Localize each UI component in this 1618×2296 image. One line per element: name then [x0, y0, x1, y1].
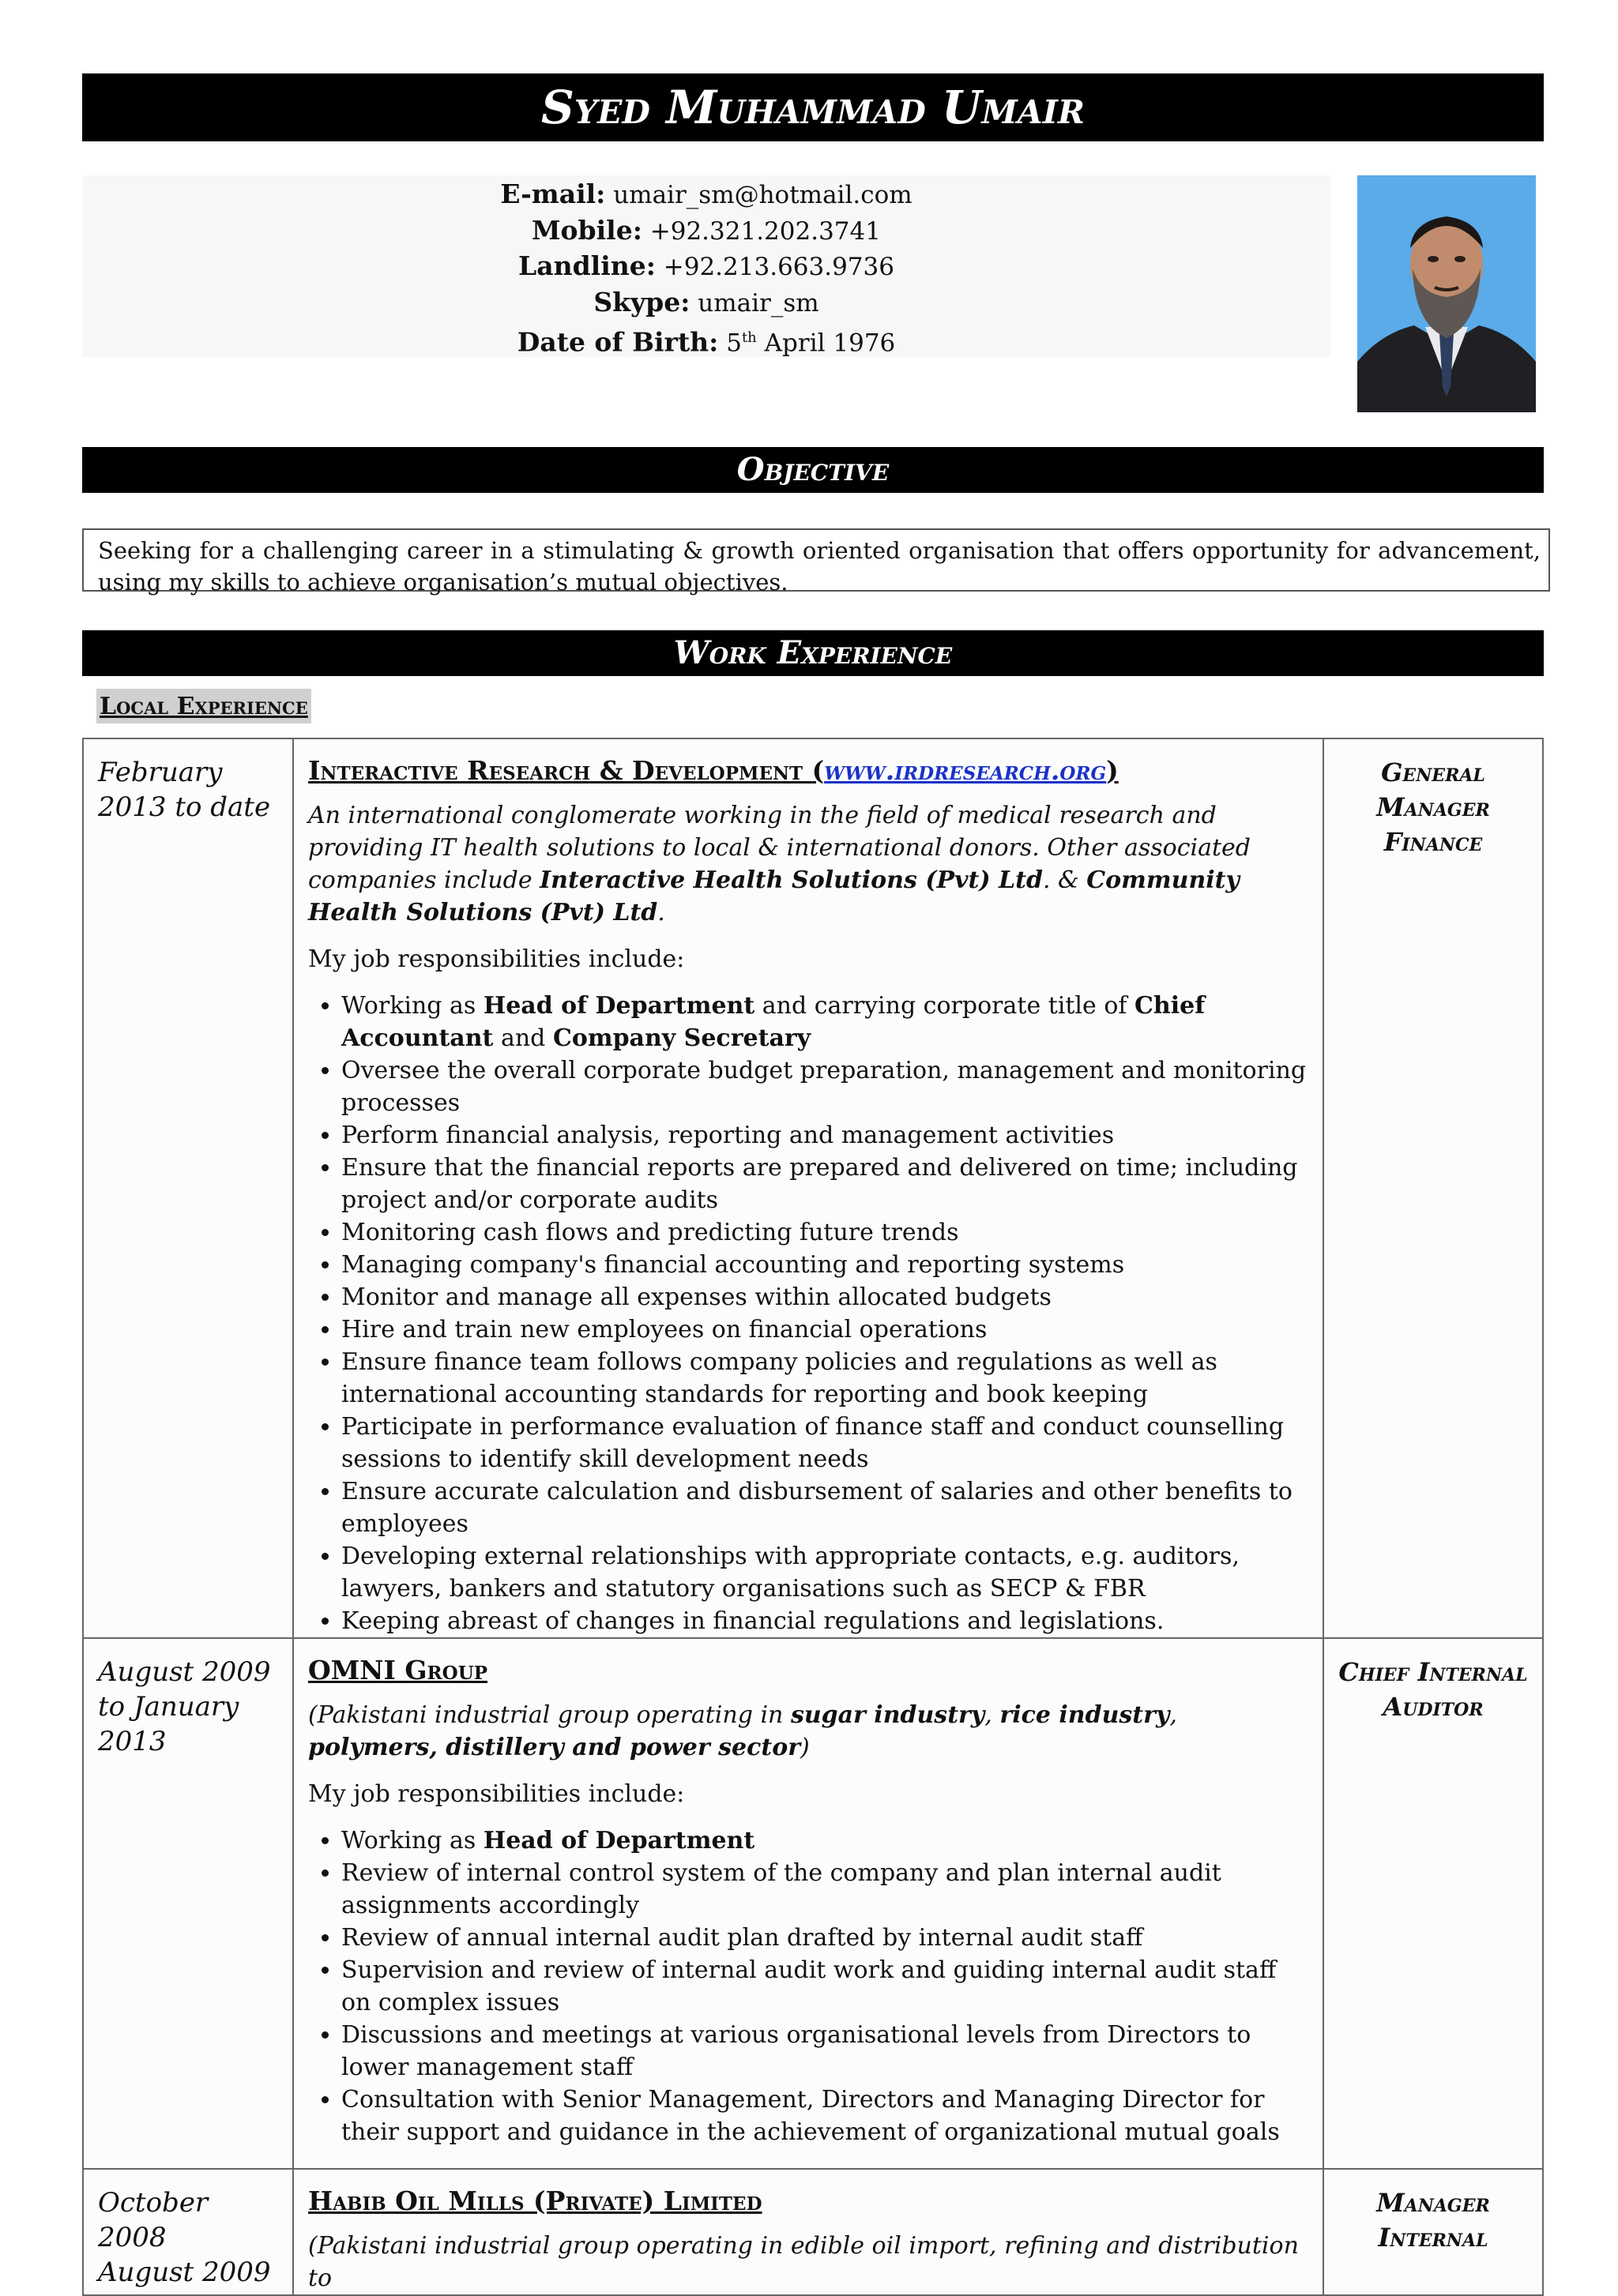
job-role-line: Auditor [1383, 1692, 1484, 1722]
intro-close: ) [800, 1734, 810, 1761]
intro-end: . [657, 899, 665, 926]
landline-line [82, 249, 1330, 285]
work-experience-heading: Work Experience [82, 630, 1544, 676]
mobile-label: Mobile: [532, 214, 642, 246]
paren-close: ) [1106, 755, 1119, 786]
company-name [308, 753, 1310, 788]
list-item: • Ensure accurate calculation and disbursement of salaries and other benefits to employees [341, 1475, 1310, 1540]
contact-block [82, 175, 1330, 357]
list-item: • Monitoring cash flows and predicting future trends [341, 1216, 1310, 1249]
email-value: umair_sm@hotmail.com [613, 181, 912, 209]
list-item: • Oversee the overall corporate budget preparation, management and monitoring processes [341, 1054, 1310, 1119]
portrait-image [1357, 175, 1536, 412]
responsibilities-label: My job responsibilities include: [308, 945, 685, 973]
experience-table [82, 738, 1544, 2296]
job-role-line: Internal [1378, 2223, 1488, 2253]
company-intro [308, 1699, 1310, 1764]
job-date-line: August 2009 [98, 1656, 271, 1688]
dob-rest: April 1976 [764, 329, 896, 358]
job-date-line: to January [98, 1691, 239, 1723]
skype-label: Skype: [593, 286, 690, 318]
intro-text: (Pakistani industrial group operating in [308, 1701, 784, 1729]
objective-text: Seeking for a challenging career in a stimulating & growth oriented organisation that offers opportunity for advancement, using my skills to achieve organisation’s mutual objectives. [82, 528, 1550, 592]
job-date-line: 2013 [98, 1726, 167, 1757]
responsibilities-list [308, 990, 1310, 1637]
email-label: E-mail: [500, 178, 606, 209]
intro-text: An international conglomerate working in the field of medical research and providing IT health solutions to local & international donors. Other associated companies include [308, 802, 1251, 894]
job-date-line: 2013 to date [98, 791, 271, 823]
profile-photo [1357, 175, 1536, 412]
dob-day: 5 [726, 329, 742, 358]
landline-value: +92.213.663.9736 [663, 253, 894, 281]
job-role-line: Manager [1376, 2188, 1490, 2218]
intro-bold: sugar industry [790, 1701, 985, 1729]
company-name: OMNI Group [308, 1655, 488, 1685]
intro-bold: polymers, distillery and power sector [308, 1734, 801, 1761]
job-role-line: Finance [1383, 827, 1483, 857]
list-item: • Participate in performance evaluation of finance staff and conduct counselling sessions to identify skill development needs [341, 1411, 1310, 1475]
job-role-line: General [1381, 757, 1485, 787]
objective-heading: Objective [82, 447, 1544, 493]
bullet-bold: Head of Department [483, 992, 755, 1020]
mobile-value: +92.321.202.3741 [649, 216, 881, 246]
list-item: • Ensure that the financial reports are prepared and delivered on time; including project and/or corporate audits [341, 1152, 1310, 1216]
intro-comma: , [984, 1701, 992, 1729]
candidate-name: Syed Muhammad Umair [82, 73, 1544, 141]
job-description-cell [293, 1638, 1323, 2169]
landline-label: Landline: [518, 250, 656, 281]
job-role-cell [1323, 2169, 1543, 2295]
list-item: • Keeping abreast of changes in financial regulations and legislations. [341, 1605, 1310, 1637]
job-row [83, 1638, 1543, 2169]
list-item: • Developing external relationships with appropriate contacts, e.g. auditors, lawyers, bankers and statutory organisations such as SECP & FBR [341, 1540, 1310, 1605]
intro-separator: . & [1042, 866, 1079, 894]
list-item: • Perform financial analysis, reporting and management activities [341, 1119, 1310, 1152]
intro-company-2: Community Health Solutions (Pvt) Ltd [308, 866, 1240, 926]
company-website-link[interactable]: www.irdresearch.org [824, 755, 1107, 786]
dob-suffix: th [741, 329, 757, 346]
bullet-text: Working as [341, 1827, 476, 1854]
responsibilities-label: My job responsibilities include: [308, 1780, 685, 1808]
list-item: • Supervision and review of internal audit work and guiding internal audit staff on complex issues [341, 1954, 1310, 2019]
intro-company-1: Interactive Health Solutions (Pvt) Ltd [540, 866, 1043, 894]
company-intro: (Pakistani industrial group operating in edible oil import, refining and distribution to [308, 2232, 1299, 2292]
list-item: • Discussions and meetings at various organisational levels from Directors to lower management staff [341, 2019, 1310, 2084]
job-role-line: Manager [1376, 792, 1490, 822]
bullet-text: and carrying corporate title of [762, 992, 1127, 1020]
local-experience-heading: Local Experience [96, 689, 311, 723]
skype-line [82, 285, 1330, 321]
job-role-line: Chief Internal [1338, 1657, 1528, 1687]
job-description-cell [293, 738, 1323, 1638]
bullet-bold: Chief Accountant [341, 992, 1206, 1052]
job-date-cell [83, 738, 293, 1638]
list-item: • Managing company's financial accounting and reporting systems [341, 1249, 1310, 1281]
list-item: • Hire and train new employees on financial operations [341, 1313, 1310, 1346]
responsibilities-list [308, 1824, 1310, 2148]
mobile-line [82, 213, 1330, 250]
company-name: Habib Oil Mills (Private) Limited [308, 2185, 762, 2216]
bullet-bold: Company Secretary [552, 1024, 811, 1052]
job-description-cell [293, 2169, 1323, 2295]
list-item: • Monitor and manage all expenses within allocated budgets [341, 1281, 1310, 1313]
job-row [83, 2169, 1543, 2295]
list-item: • Ensure finance team follows company policies and regulations as well as international accounting standards for reporting and book keeping [341, 1346, 1310, 1411]
job-role-cell [1323, 1638, 1543, 2169]
company-intro [308, 799, 1310, 929]
job-date-line: February [98, 757, 223, 788]
job-date-cell [83, 1638, 293, 2169]
job-date-line: October 2008 [98, 2187, 209, 2253]
list-item: • Review of internal control system of the company and plan internal audit assignments accordingly [341, 1857, 1310, 1922]
job-row [83, 738, 1543, 1638]
job-role-cell [1323, 738, 1543, 1638]
paren-open: ( [811, 755, 825, 786]
intro-bold: rice industry [999, 1701, 1170, 1729]
list-item: • Review of annual internal audit plan drafted by internal audit staff [341, 1922, 1310, 1954]
list-item: • Consultation with Senior Management, Directors and Managing Director for their support and guidance in the achievement of organizational mutual goals [341, 2084, 1310, 2148]
bullet-bold: Head of Department [483, 1827, 755, 1854]
bullet-text: and [500, 1024, 546, 1052]
company-title: Interactive Research & Development [308, 755, 803, 786]
job-date-line: August 2009 [98, 2257, 271, 2288]
intro-comma: , [1169, 1701, 1177, 1729]
job-date-cell [83, 2169, 293, 2295]
dob-line [82, 321, 1330, 361]
list-item [341, 1824, 1310, 1857]
bullet-text: Working as [341, 992, 476, 1020]
dob-label: Date of Birth: [517, 326, 719, 358]
email-line [82, 177, 1330, 213]
skype-value: umair_sm [698, 288, 819, 318]
list-item [341, 990, 1310, 1054]
